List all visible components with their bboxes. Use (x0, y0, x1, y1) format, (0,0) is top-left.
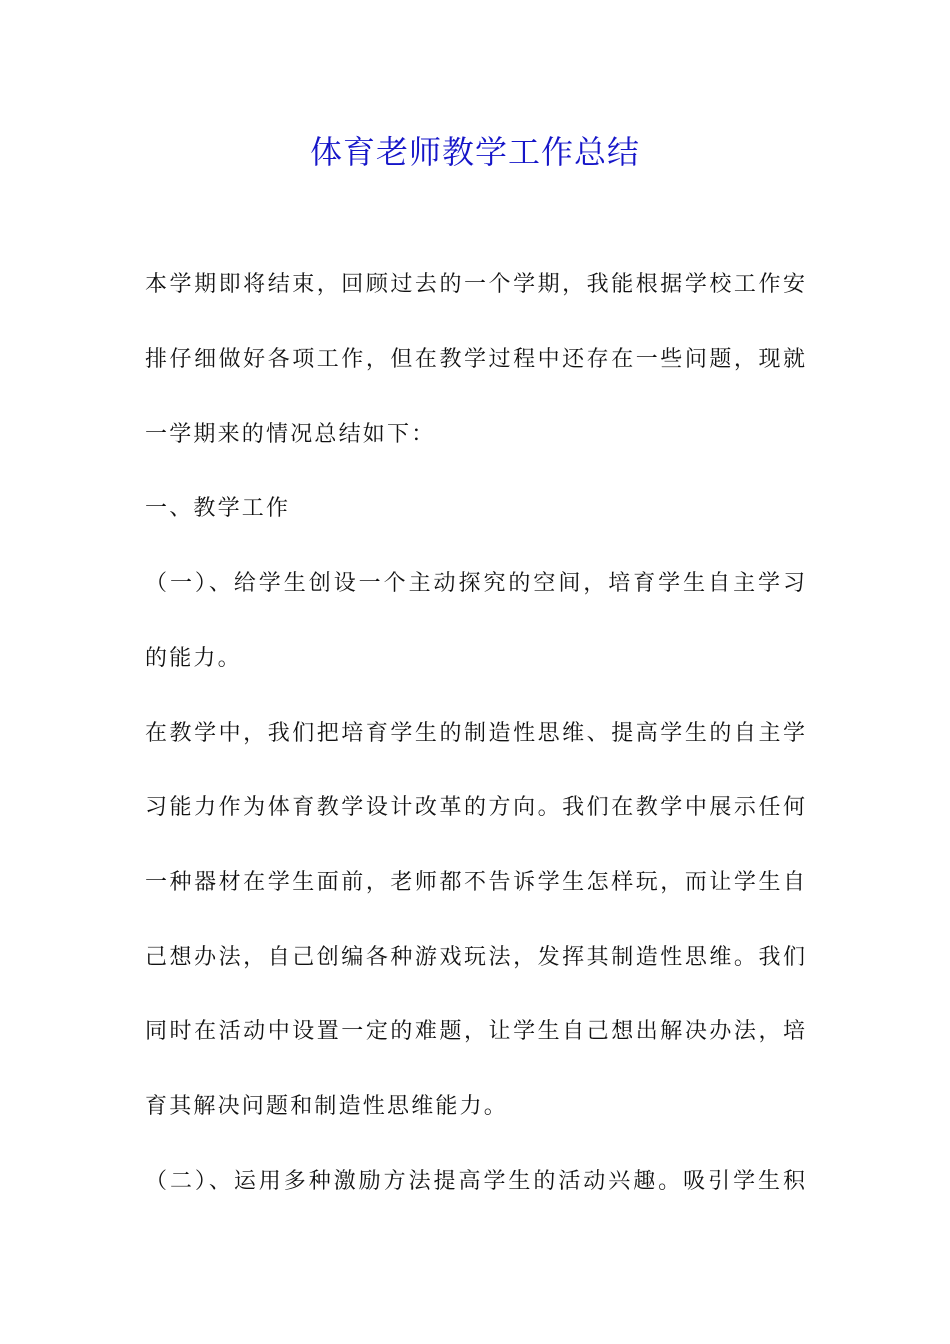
body-line-3: 一学期来的情况总结如下： (145, 422, 436, 447)
body-line-8: 习能力作为体育教学设计改革的方向。我们在教学中展示任何 (145, 795, 805, 820)
subheading-2-line-1: （二）、运用多种激励方法提高学生的活动兴趣。吸引学生积 (145, 1169, 805, 1194)
body-line-10: 己想办法，自己创编各种游戏玩法，发挥其制造性思维。我们 (145, 945, 805, 970)
body-line-1: 本学期即将结束，回顾过去的一个学期，我能根据学校工作安 (145, 272, 805, 297)
body-line-11: 同时在活动中设置一定的难题，让学生自己想出解决办法，培 (145, 1019, 805, 1044)
body-line-7: 在教学中，我们把培育学生的制造性思维、提高学生的自主学 (145, 721, 805, 746)
body-line-9: 一种器材在学生面前，老师都不告诉学生怎样玩，而让学生自 (145, 870, 805, 895)
body-line-2: 排仔细做好各项工作，但在教学过程中还存在一些问题，现就 (145, 347, 805, 372)
body-line-12: 育其解决问题和制造性思维能力。 (145, 1094, 509, 1119)
subheading-1-line-2: 的能力。 (145, 646, 242, 671)
section-heading-teaching-work: 一、教学工作 (145, 496, 291, 521)
document-title: 体育老师教学工作总结 (309, 133, 640, 171)
subheading-1-line-1: （一）、给学生创设一个主动探究的空间，培育学生自主学习 (145, 571, 805, 596)
